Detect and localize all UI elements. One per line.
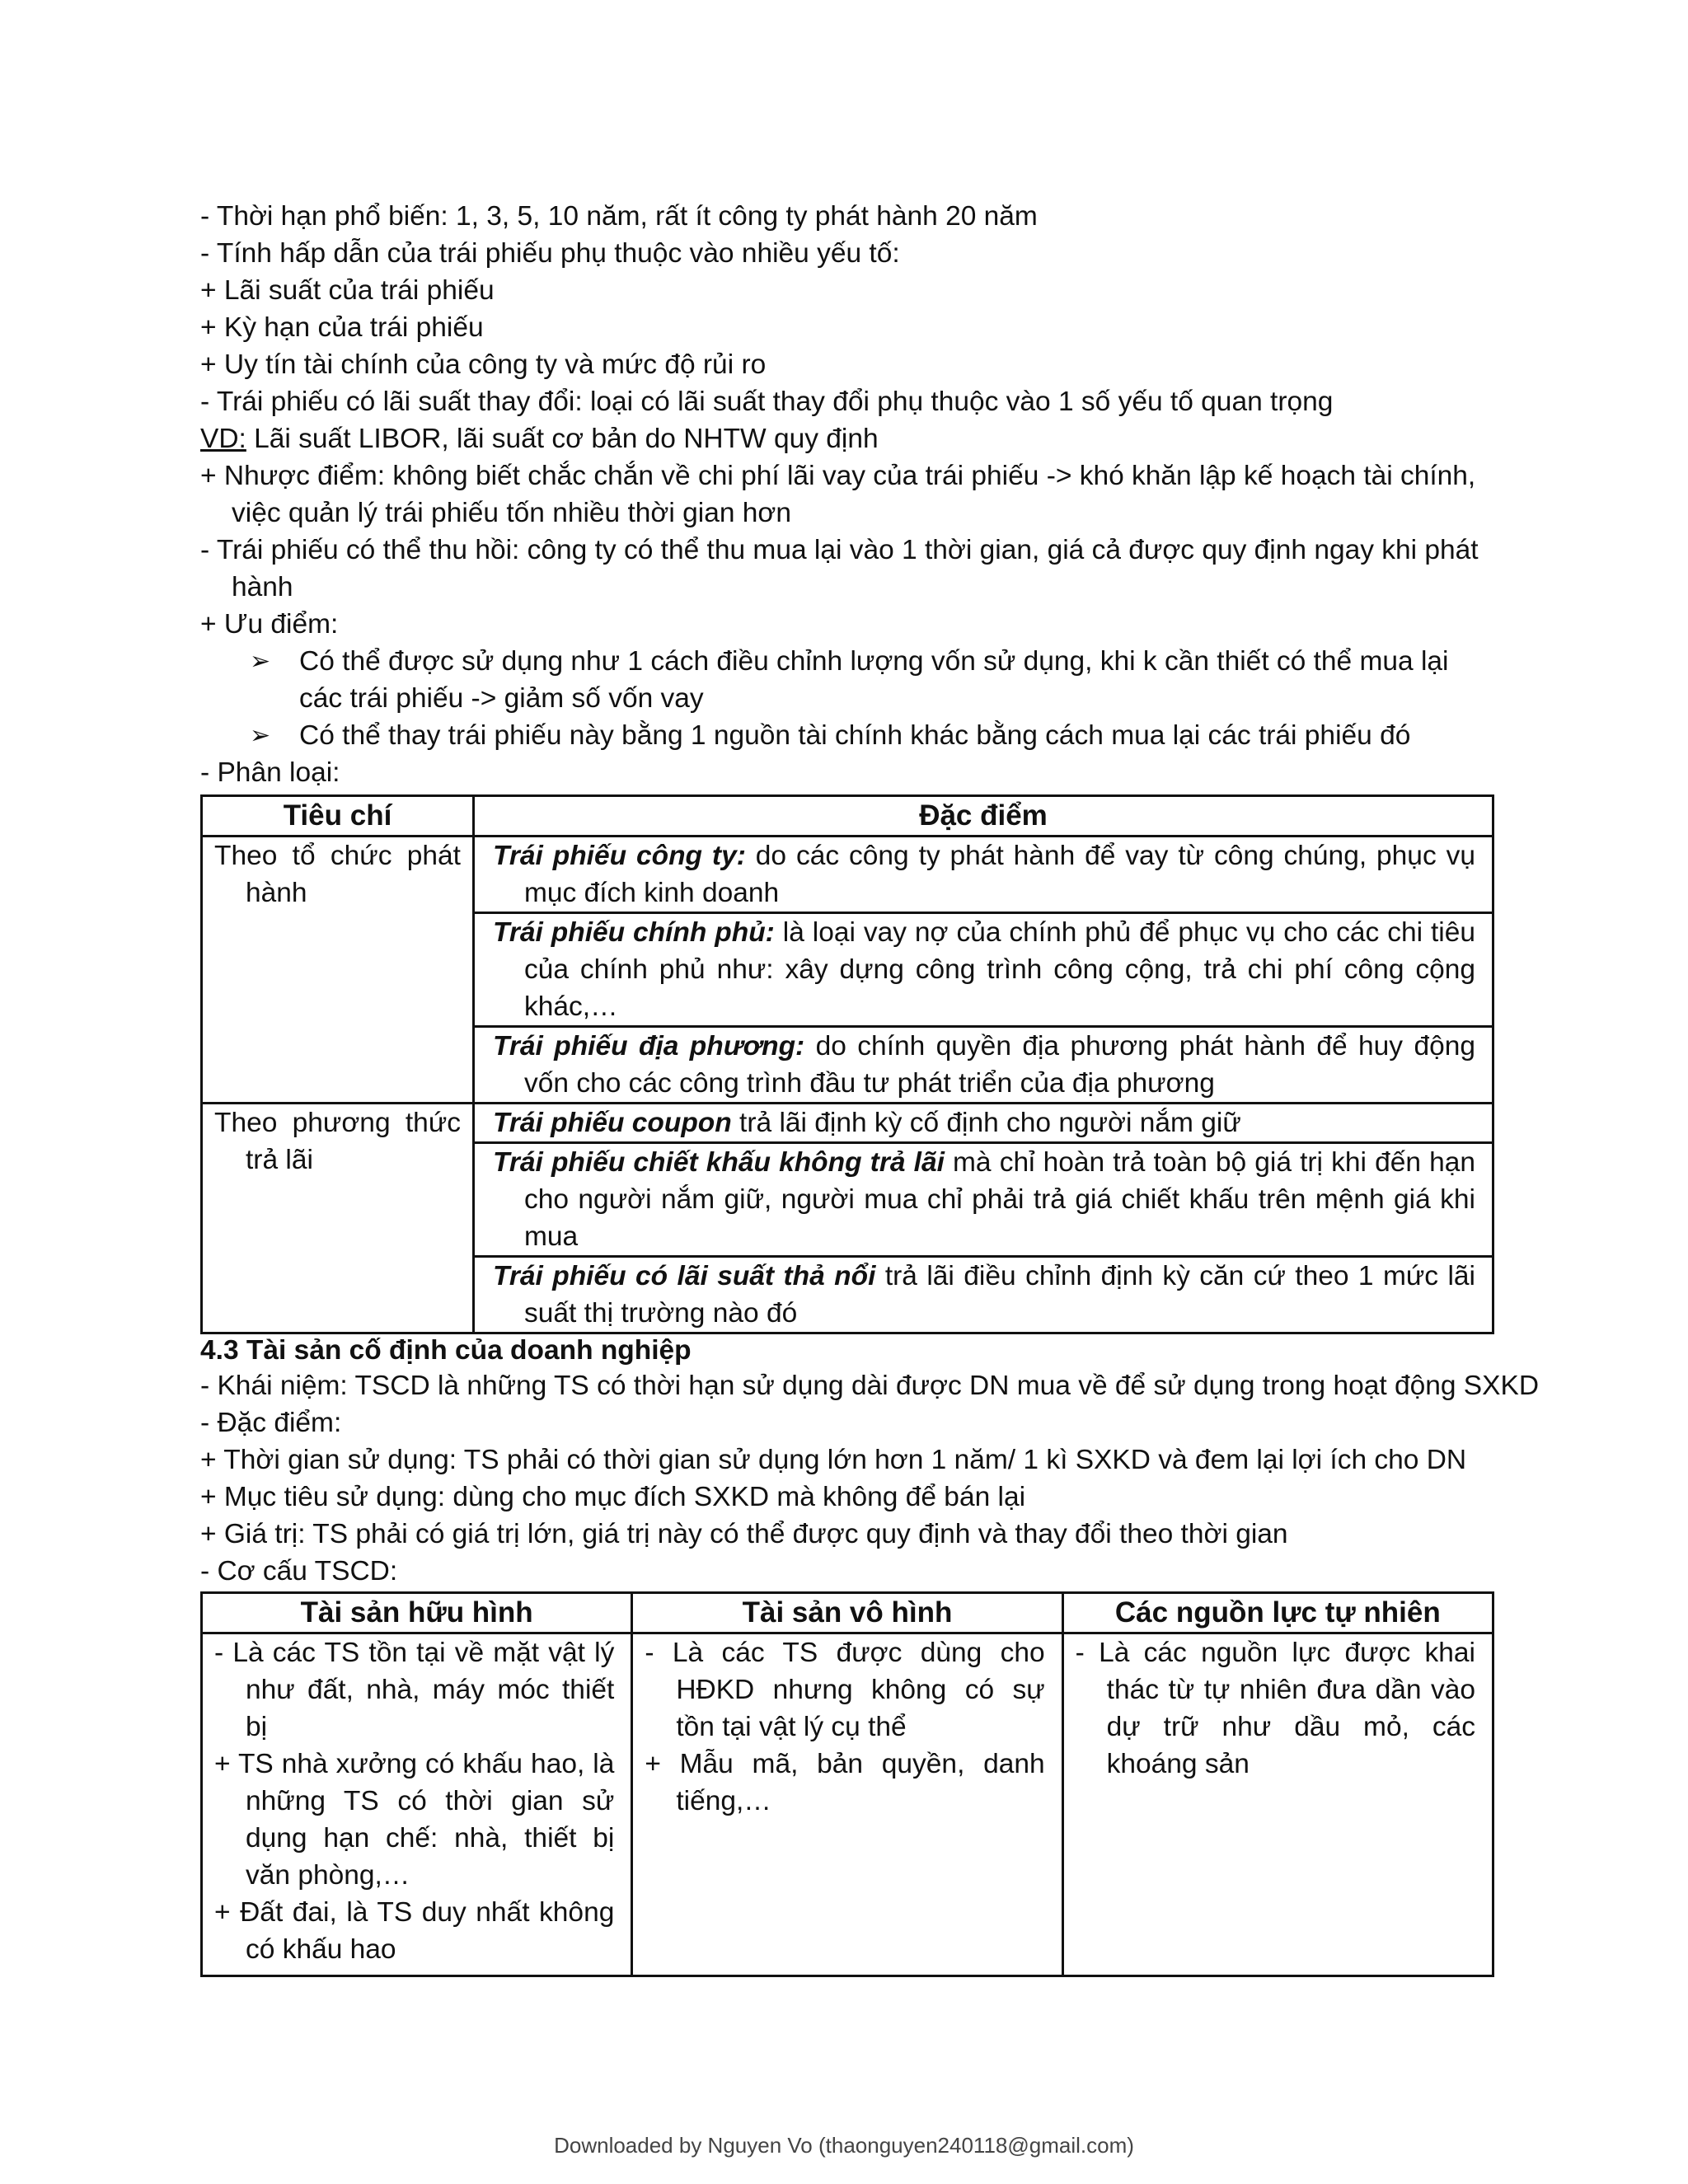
table-header-cell: Đặc điểm <box>474 796 1493 837</box>
fixed-asset-structure-table <box>200 1591 1494 1977</box>
feature-desc: do chính quyền địa phương phát hành để huy động vốn cho các công trình đầu tư phát triển của địa phương <box>524 1031 1475 1099</box>
text-line: + Nhược điểm: không biết chắc chắn về chi phí lãi vay của trái phiếu -> khó khăn lập kế hoạch tài chính, việc quản lý trái phiếu tốn nhiều thời gian hơn <box>200 461 1476 528</box>
natural-resources-cell <box>1062 1633 1493 1976</box>
feature-cell <box>474 1027 1493 1104</box>
feature-cell <box>474 1257 1493 1333</box>
feature-term: Trái phiếu địa phương: <box>493 1031 805 1062</box>
text-line: - Cơ cấu TSCD: <box>200 1556 398 1586</box>
document-page <box>200 198 1540 1977</box>
feature-cell <box>474 1104 1493 1143</box>
text-line: + Giá trị: TS phải có giá trị lớn, giá trị này có thể được quy định và thay đổi theo thời gian <box>200 1519 1288 1549</box>
cell-paragraph: + Đất đai, là TS duy nhất không có khấu hao <box>214 1897 615 1965</box>
bullet-item <box>200 717 1494 754</box>
example-label: VD: <box>200 424 246 454</box>
section-heading: 4.3 Tài sản cố định của doanh nghiệp <box>200 1335 692 1366</box>
table-header-cell: Tài sản hữu hình <box>202 1593 632 1633</box>
cell-paragraph: + Mẫu mã, bản quyền, danh tiếng,… <box>645 1749 1045 1816</box>
feature-desc: trả lãi điều chỉnh định kỳ căn cứ theo 1 mức lãi suất thị trường nào đó <box>524 1261 1475 1329</box>
table-row <box>202 1104 1493 1143</box>
table-row <box>202 1633 1493 1976</box>
feature-cell <box>474 913 1493 1027</box>
table-header-row <box>202 796 1493 837</box>
feature-term: Trái phiếu coupon <box>493 1108 732 1138</box>
arrow-bullet-icon: ➢ <box>250 648 271 675</box>
criterion-cell: Theo tổ chức phát hành <box>202 837 474 1104</box>
bullet-text: Có thể thay trái phiếu này bằng 1 nguồn tài chính khác bằng cách mua lại các trái phiếu đó <box>299 720 1411 751</box>
text-line: + Uy tín tài chính của công ty và mức độ rủi ro <box>200 349 767 380</box>
bond-classification-table <box>200 794 1494 1334</box>
text-line: - Khái niệm: TSCD là những TS có thời hạn sử dụng dài được DN mua về để sử dụng trong hoạt động SXKD <box>200 1371 1540 1401</box>
feature-cell <box>474 837 1493 913</box>
cell-paragraph: - Là các nguồn lực được khai thác từ tự nhiên đưa dần vào dự trữ như dầu mỏ, các khoáng sản <box>1075 1638 1475 1779</box>
table-header-cell: Các nguồn lực tự nhiên <box>1062 1593 1493 1633</box>
table-header-cell: Tài sản vô hình <box>632 1593 1062 1633</box>
table-row <box>202 837 1493 913</box>
feature-desc: là loại vay nợ của chính phủ để phục vụ cho các chi tiêu của chính phủ như: xây dựng công trình công cộng, trả chi phí công cộng khác,… <box>524 917 1475 1022</box>
feature-term: Trái phiếu chiết khấu không trả lãi <box>493 1147 945 1178</box>
download-footer: Downloaded by Nguyen Vo (thaonguyen240118@gmail.com) <box>554 2133 1134 2158</box>
feature-cell <box>474 1143 1493 1257</box>
feature-desc: do các công ty phát hành để vay từ công chúng, phục vụ mục đích kinh doanh <box>524 841 1475 908</box>
cell-paragraph: + TS nhà xưởng có khấu hao, là những TS có thời gian sử dụng hạn chế: nhà, thiết bị văn phòng,… <box>214 1749 615 1891</box>
text-line: - Tính hấp dẫn của trái phiếu phụ thuộc vào nhiều yếu tố: <box>200 238 900 269</box>
example-line <box>200 420 1494 457</box>
text-line: - Phân loại: <box>200 757 340 788</box>
feature-term: Trái phiếu công ty: <box>493 841 746 871</box>
criterion-cell: Theo phương thức trả lãi <box>202 1104 474 1333</box>
text-line: - Trái phiếu có lãi suất thay đổi: loại có lãi suất thay đổi phụ thuộc vào 1 số yếu tố quan trọng <box>200 387 1334 417</box>
feature-desc: mà chỉ hoàn trả toàn bộ giá trị khi đến hạn cho người nắm giữ, người mua chỉ phải trả giá chiết khấu trên mệnh giá khi mua <box>524 1147 1476 1252</box>
bullet-item <box>200 643 1494 717</box>
text-line: + Kỳ hạn của trái phiếu <box>200 312 484 343</box>
example-text: Lãi suất LIBOR, lãi suất cơ bản do NHTW quy định <box>246 424 879 454</box>
text-line: + Ưu điểm: <box>200 609 339 640</box>
tangible-assets-cell <box>202 1633 632 1976</box>
intangible-assets-cell <box>632 1633 1062 1976</box>
text-line: + Mục tiêu sử dụng: dùng cho mục đích SXKD mà không để bán lại <box>200 1482 1026 1512</box>
text-line: - Thời hạn phổ biến: 1, 3, 5, 10 năm, rất ít công ty phát hành 20 năm <box>200 201 1038 232</box>
text-line: + Lãi suất của trái phiếu <box>200 275 495 306</box>
feature-desc: trả lãi định kỳ cố định cho người nắm giữ <box>731 1108 1241 1138</box>
table-header-cell: Tiêu chí <box>202 796 474 837</box>
text-line: - Trái phiếu có thể thu hồi: công ty có thể thu mua lại vào 1 thời gian, giá cả được quy định ngay khi phát hành <box>200 535 1479 602</box>
feature-term: Trái phiếu chính phủ: <box>493 917 775 948</box>
intro-lines <box>200 198 1494 791</box>
bullet-text: Có thể được sử dụng như 1 cách điều chỉnh lượng vốn sử dụng, khi k cần thiết có thể mua lại các trái phiếu -> giảm số vốn vay <box>299 646 1449 714</box>
feature-term: Trái phiếu có lãi suất thả nổi <box>493 1261 876 1291</box>
arrow-bullet-icon: ➢ <box>250 722 271 749</box>
text-line: - Đặc điểm: <box>200 1408 342 1438</box>
text-line: + Thời gian sử dụng: TS phải có thời gian sử dụng lớn hơn 1 năm/ 1 kì SXKD và đem lại lợi ích cho DN <box>200 1445 1467 1475</box>
fixed-asset-lines <box>200 1367 1540 1590</box>
cell-paragraph: - Là các TS tồn tại về mặt vật lý như đất, nhà, máy móc thiết bị <box>214 1638 615 1742</box>
cell-paragraph: - Là các TS được dùng cho HĐKD nhưng không có sự tồn tại vật lý cụ thể <box>645 1638 1045 1742</box>
table-header-row <box>202 1593 1493 1633</box>
